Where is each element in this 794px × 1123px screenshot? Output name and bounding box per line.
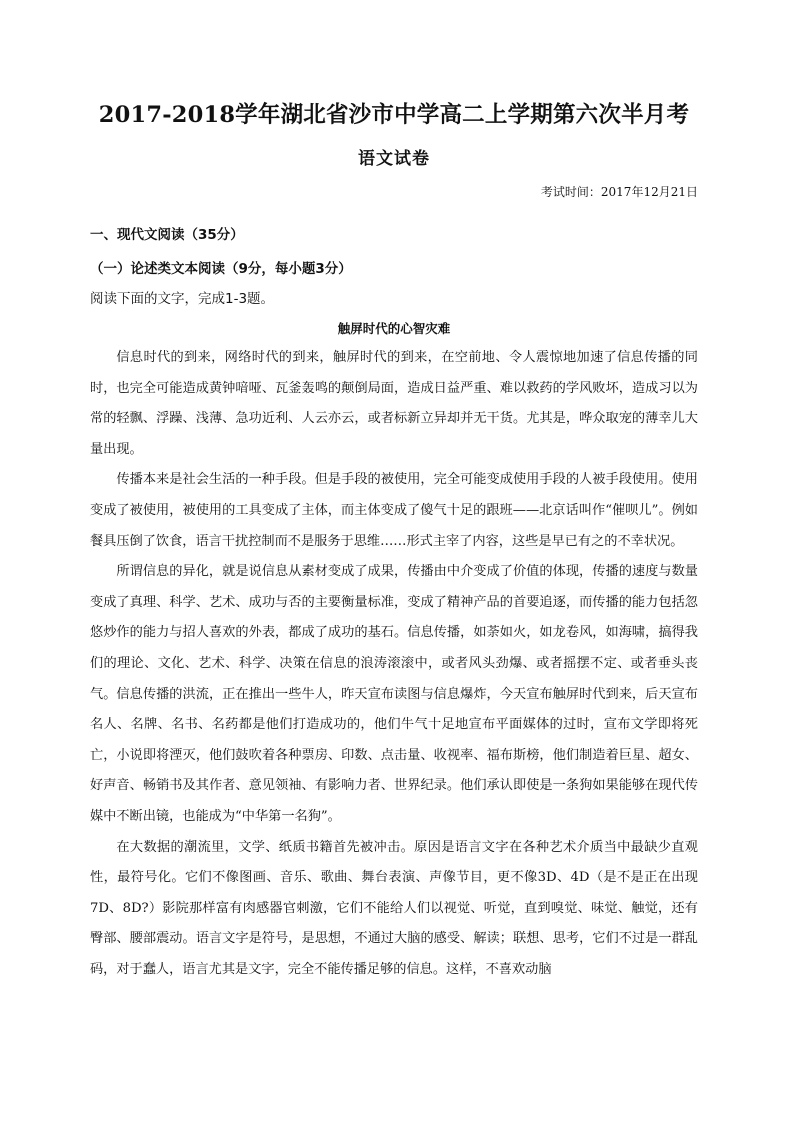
article-title: 触屏时代的心智灾难: [337, 321, 451, 336]
exam-title: 2017-2018学年湖北省沙市中学高二上学期第六次半月考: [98, 102, 690, 128]
exam-subtitle: 语文试卷: [358, 149, 430, 169]
article-paragraph: 传播本来是社会生活的一种手段。但是手段的被使用，完全可能变成使用手段的人被手段使用。使用变成了被使用，被使用的工具变成了主体，而主体变成了傻气十足的跟班——北京话叫作“催呗儿”。例如餐具压倒了饮食，语言干扰控制而不是服务于思维……形式主宰了内容，这些是早已有之的不幸状况。: [90, 472, 698, 549]
article-body: [90, 343, 698, 985]
sub-section-heading: （一）论述类文本阅读（9分，每小题3分）: [90, 261, 352, 277]
article-paragraph: 在大数据的潮流里，文学、纸质书籍首先被冲击。原因是语言文字在各种艺术介质当中最缺少直观性，最符号化。它们不像图画、音乐、歌曲、舞台表演、声像节目，更不像3D、4D（是不是正在出现7D、8D?）影院那样富有肉感器官刺激，它们不能给人们以视觉、听觉，直到嗅觉、味觉、触觉，还有臀部、腰部震动。语言文字是符号，是思想，不通过大脑的感受、解读；联想、思考，它们不过是一群乱码，对于蠢人，语言尤其是文字，完全不能传播足够的信息。这样，不喜欢动脑: [90, 839, 698, 977]
reading-instruction: 阅读下面的文字，完成1-3题。: [90, 291, 275, 307]
article-paragraph: 信息时代的到来，网络时代的到来，触屏时代的到来，在空前地、令人震惊地加速了信息传播的同时，也完全可能造成黄钟喑哑、瓦釜轰鸣的颠倒局面，造成日益严重、难以救药的学风败坏，造成习以为常的轻飘、浮躁、浅薄、急功近利、人云亦云，或者标新立异却并无干货。尤其是，哗众取宠的薄幸儿大量出现。: [90, 350, 698, 457]
exam-time: 考试时间：2017年12月21日: [540, 185, 698, 199]
section-heading: 一、现代文阅读（35分）: [90, 227, 244, 243]
article-paragraph: 所谓信息的异化，就是说信息从素材变成了成果，传播由中介变成了价值的体现，传播的速度与数量变成了真理、科学、艺术、成功与否的主要衡量标准，变成了精神产品的首要追逐，而传播的能力包括忽悠炒作的能力与招人喜欢的外表，都成了成功的基石。信息传播，如荼如火，如龙卷风，如海啸，搞得我们的理论、文化、艺术、科学、决策在信息的浪涛滚滚中，或者风头劲爆、或者摇摆不定、或者垂头丧气。信息传播的洪流，正在推出一些牛人，昨天宣布读图与信息爆炸，今天宣布触屏时代到来，后天宣布名人、名牌、名书、名药都是他们打造成功的，他们牛气十足地宣布平面媒体的过时，宣布文学即将死亡，小说即将湮灭，他们鼓吹着各种票房、印数、点击量、收视率、福布斯榜，他们制造着巨星、超女、好声音、畅销书及其作者、意见领袖、有影响力者、世界纪录。他们承认即使是一条狗如果能够在现代传媒中不断出镜，也能成为“中华第一名狗”。: [90, 564, 698, 824]
